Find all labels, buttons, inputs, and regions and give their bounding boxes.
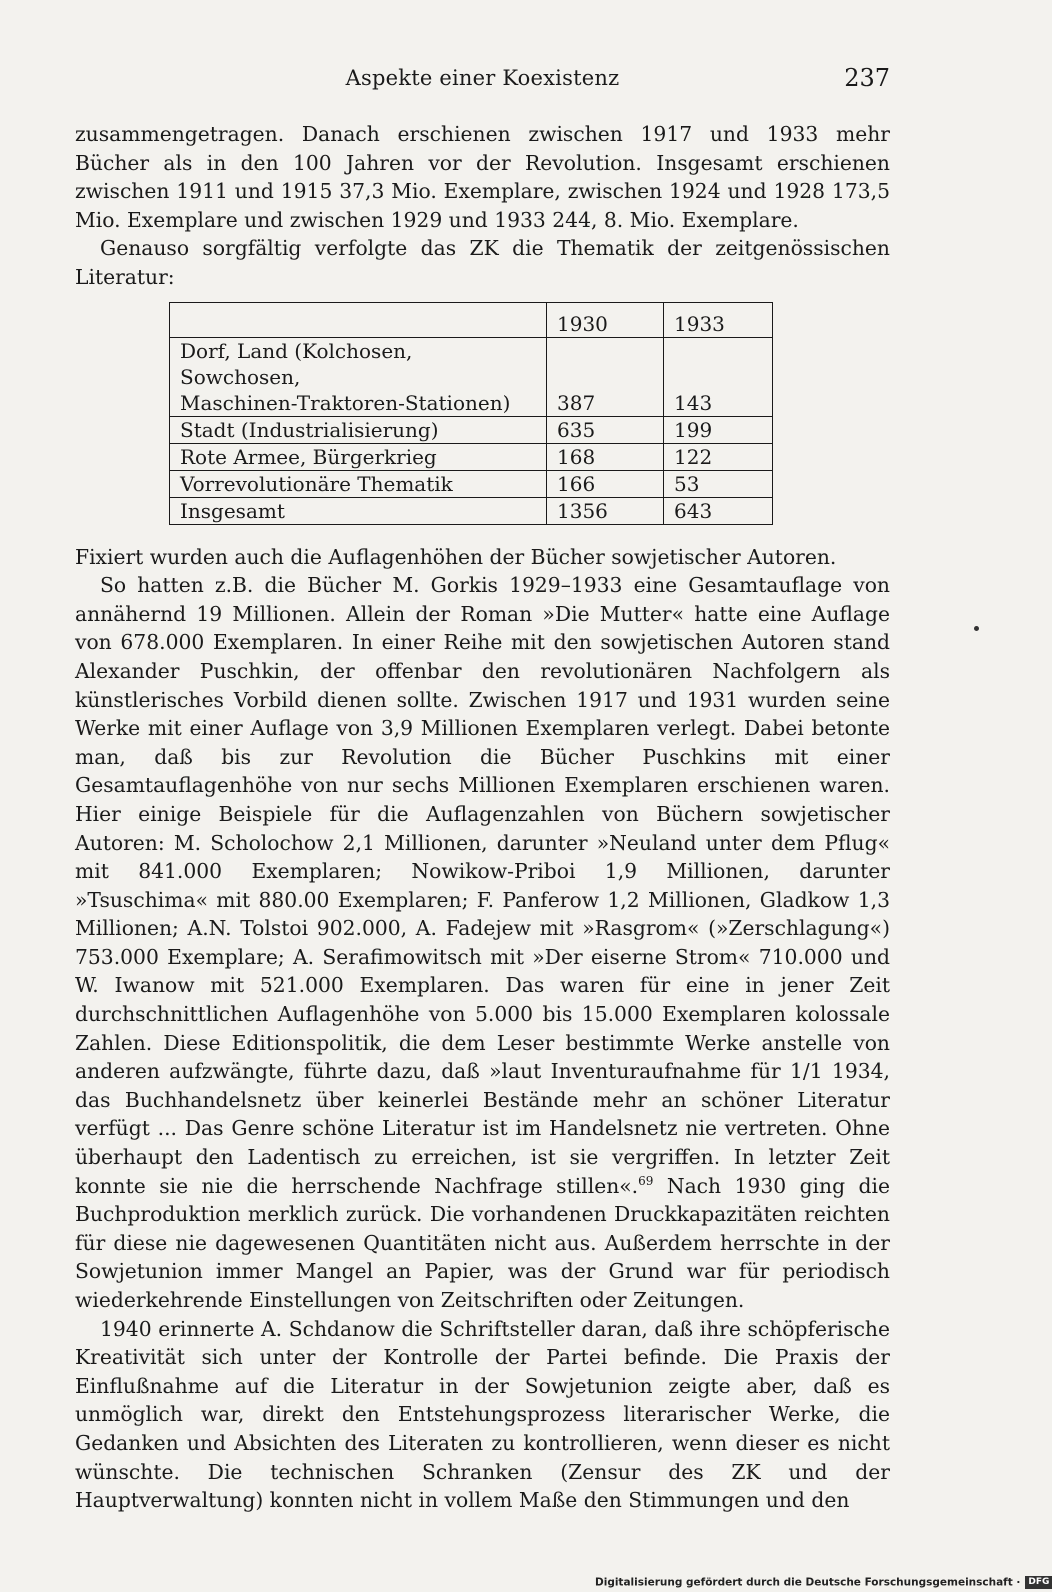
table-cell-topic: Insgesamt: [170, 497, 547, 524]
table-container: [169, 302, 890, 525]
table-cell-value: 643: [664, 497, 773, 524]
table-row-total: [170, 497, 773, 524]
table-cell-value: 166: [547, 470, 664, 497]
table-cell-value: 387: [547, 337, 664, 416]
paragraph-4-text-continued: Nach 1930 ging die Buchproduktion merklich zurück. Die vorhandenen Druckkapazitäten reichten für diese nie dagewesenen Quantitäten nicht aus. Außerdem herrschte in der Sowjetunion immer Mangel an Papier, was der Grund war für periodisch wiederkehrende Einstellungen von Zeitschriften oder Zeitungen.: [75, 1173, 890, 1312]
literature-topics-table: [169, 302, 773, 525]
footer-credit: Digitalisierung gefördert durch die Deutsche Forschungsgemeinschaft ·: [595, 1576, 1021, 1589]
table-row: [170, 416, 773, 443]
table-row: [170, 337, 773, 416]
table-header-cell: [170, 302, 547, 337]
paragraph-3: Fixiert wurden auch die Auflagenhöhen der Bücher sowjetischer Autoren.: [75, 544, 837, 569]
digitization-footer: [595, 1576, 1052, 1590]
table-cell-topic: [170, 337, 547, 416]
topic-line: Dorf, Land (Kolchosen, Sowchosen,: [180, 338, 413, 389]
table-cell-value: 53: [664, 470, 773, 497]
table-header-row: [170, 302, 773, 337]
running-title: Aspekte einer Koexistenz: [345, 66, 620, 90]
table-cell-value: 199: [664, 416, 773, 443]
paragraph-5: 1940 erinnerte A. Schdanow die Schriftsteller daran, daß ihre schöpferische Kreativität sich unter der Kontrolle der Partei befinde. Die Praxis der Einflußnahme auf die Literatur in der Sowjetunion zeigte aber, daß es unmöglich war, direkt den Entstehungsprozess literarischer Werke, die Gedanken und Absichten des Literaten zu kontrollieren, wenn dieser es nicht wünschte. Die technischen Schranken (Zensur des ZK und der Hauptverwaltung) konnten nicht in vollem Maße den Stimmungen und den: [75, 1316, 890, 1513]
table-cell-topic: Stadt (Industrialisierung): [170, 416, 547, 443]
topic-line: Maschinen-Traktoren-Stationen): [180, 390, 511, 415]
table-header-cell: 1933: [664, 302, 773, 337]
paragraph-4: [75, 571, 890, 1314]
scan-speck: [974, 626, 979, 631]
table-cell-value: 143: [664, 337, 773, 416]
page-number: 237: [844, 64, 890, 92]
table-cell-value: 122: [664, 443, 773, 470]
table-cell-value: 1356: [547, 497, 664, 524]
paragraph-1: zusammengetragen. Danach erschienen zwischen 1917 und 1933 mehr Bücher als in den 100 Jahren vor der Revolution. Insgesamt erschienen zwischen 1911 und 1915 37,3 Mio. Exemplare, zwischen 1924 und 1928 173,5 Mio. Exemplare und zwischen 1929 und 1933 244, 8. Mio. Exemplare.: [75, 122, 890, 232]
dfg-logo-icon: DFG: [1025, 1576, 1052, 1589]
footnote-marker[interactable]: 69: [638, 1173, 654, 1188]
table-header-cell: 1930: [547, 302, 664, 337]
paragraph-2: Genauso sorgfältig verfolgte das ZK die Thematik der zeitgenössischen Literatur:: [75, 236, 890, 289]
table-cell-value: 168: [547, 443, 664, 470]
paragraph-4-text: So hatten z.B. die Bücher M. Gorkis 1929–1933 eine Gesamtauflage von annähernd 19 Millionen. Allein der Roman »Die Mutter« hatte eine Auflage von 678.000 Exemplaren. In einer Reihe mit den sowjetischen Autoren stand Alexander Puschkin, der offenbar den revolutionären Nachfolgern als künstlerisches Vorbild dienen sollte. Zwischen 1917 und 1931 wurden seine Werke mit einer Auflage von 3,9 Millionen Exemplaren verlegt. Dabei betonte man, daß bis zur Revolution die Bücher Puschkins mit einer Gesamtauflagenhöhe von nur sechs Millionen Exemplaren erschienen waren. Hier einige Beispiele für die Auflagenzahlen von Büchern sowjetischer Autoren: M. Scholochow 2,1 Millionen, darunter »Neuland unter dem Pflug« mit 841.000 Exemplaren; Nowikow-Priboi 1,9 Millionen, darunter »Tsuschima« mit 880.00 Exemplaren; F. Panferow 1,2 Millionen, Gladkow 1,3 Millionen; A.N. Tolstoi 902.000, A. Fadejew mit »Rasgrom« (»Zerschlagung«) 753.000 Exemplare; A. Serafimowitsch mit »Der eiserne Strom« 710.000 und W. Iwanow mit 521.000 Exemplaren. Das waren für eine in jener Zeit durchschnittlichen Auflagenhöhe von 5.000 bis 15.000 Exemplaren kolossale Zahlen. Diese Editionspolitik, die dem Leser bestimmte Werke anstelle von anderen aufzwängte, führte dazu, daß »laut Inventuraufnahme für 1/1 1934, das Buchhandelsnetz über keinerlei Bestände mehr an schöner Literatur verfügt ... Das Genre schöne Literatur ist im Handelsnetz nie vertreten. Ohne überhaupt den Ladentisch zu erreichen, ist sie vergriffen. In letzter Zeit konnte sie nie die herrschende Nachfrage stillen«.: [75, 573, 890, 1198]
table-cell-topic: Vorrevolutionäre Thematik: [170, 470, 547, 497]
table-row: [170, 443, 773, 470]
body-text: [75, 120, 890, 1515]
page-header: [75, 66, 890, 96]
table-row: [170, 470, 773, 497]
table-cell-value: 635: [547, 416, 664, 443]
table-cell-topic: Rote Armee, Bürgerkrieg: [170, 443, 547, 470]
